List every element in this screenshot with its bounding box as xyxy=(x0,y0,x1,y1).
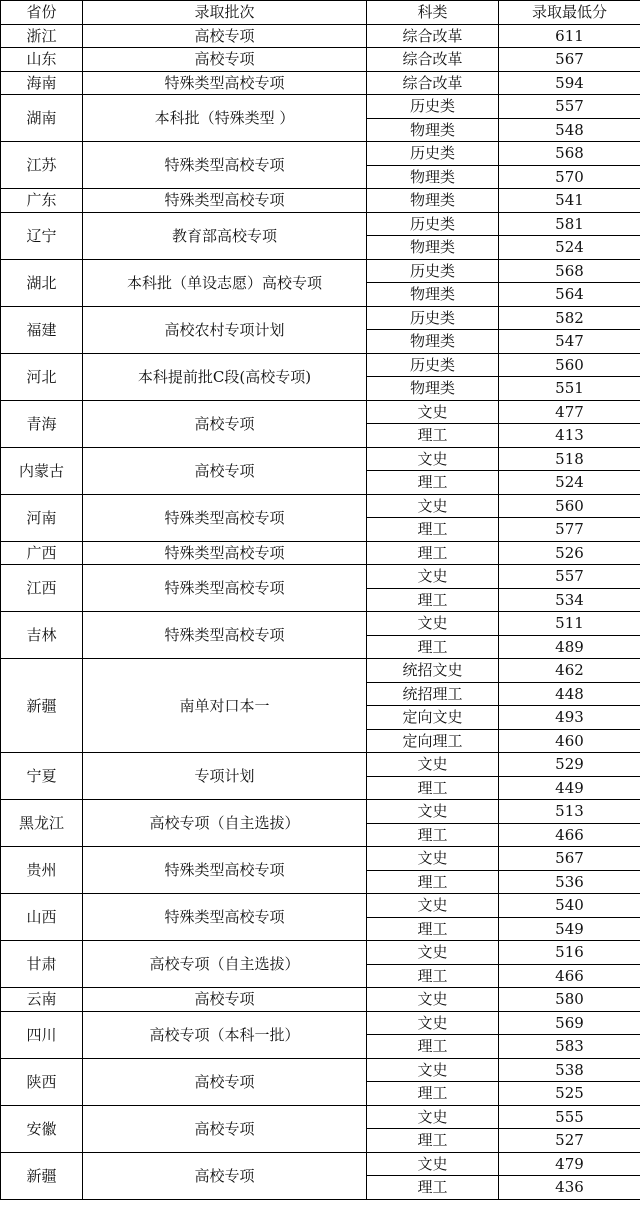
table-row xyxy=(1,612,640,636)
score-cell: 466 xyxy=(499,964,640,988)
score-cell: 583 xyxy=(499,1035,640,1059)
score-cell: 518 xyxy=(499,447,640,471)
header-row xyxy=(1,1,640,25)
category-cell: 历史类 xyxy=(367,142,499,166)
header-category: 科类 xyxy=(367,1,499,25)
category-cell: 文史 xyxy=(367,941,499,965)
province-cell: 广西 xyxy=(1,541,83,565)
category-cell: 文史 xyxy=(367,800,499,824)
category-cell: 物理类 xyxy=(367,236,499,260)
province-cell: 河南 xyxy=(1,494,83,541)
category-cell: 理工 xyxy=(367,964,499,988)
province-cell: 海南 xyxy=(1,71,83,95)
category-cell: 物理类 xyxy=(367,165,499,189)
score-cell: 582 xyxy=(499,306,640,330)
category-cell: 理工 xyxy=(367,823,499,847)
batch-cell: 特殊类型高校专项 xyxy=(83,71,367,95)
province-cell: 山西 xyxy=(1,894,83,941)
score-cell: 569 xyxy=(499,1011,640,1035)
category-cell: 理工 xyxy=(367,870,499,894)
score-cell: 436 xyxy=(499,1176,640,1200)
score-cell: 460 xyxy=(499,729,640,753)
province-cell: 福建 xyxy=(1,306,83,353)
score-cell: 549 xyxy=(499,917,640,941)
category-cell: 理工 xyxy=(367,1176,499,1200)
category-cell: 文史 xyxy=(367,1105,499,1129)
score-cell: 489 xyxy=(499,635,640,659)
table-row xyxy=(1,1058,640,1082)
category-cell: 理工 xyxy=(367,1129,499,1153)
category-cell: 文史 xyxy=(367,494,499,518)
table-row xyxy=(1,306,640,330)
score-cell: 534 xyxy=(499,588,640,612)
province-cell: 河北 xyxy=(1,353,83,400)
batch-cell: 特殊类型高校专项 xyxy=(83,847,367,894)
table-row xyxy=(1,400,640,424)
category-cell: 理工 xyxy=(367,917,499,941)
table-row xyxy=(1,212,640,236)
table-row xyxy=(1,941,640,965)
province-cell: 宁夏 xyxy=(1,753,83,800)
province-cell: 甘肃 xyxy=(1,941,83,988)
category-cell: 文史 xyxy=(367,894,499,918)
category-cell: 理工 xyxy=(367,471,499,495)
table-row xyxy=(1,48,640,72)
category-cell: 物理类 xyxy=(367,189,499,213)
score-cell: 547 xyxy=(499,330,640,354)
province-cell: 江苏 xyxy=(1,142,83,189)
category-cell: 统招理工 xyxy=(367,682,499,706)
score-cell: 479 xyxy=(499,1152,640,1176)
category-cell: 文史 xyxy=(367,988,499,1012)
score-cell: 477 xyxy=(499,400,640,424)
batch-cell: 特殊类型高校专项 xyxy=(83,612,367,659)
score-cell: 527 xyxy=(499,1129,640,1153)
score-cell: 557 xyxy=(499,95,640,119)
score-cell: 524 xyxy=(499,236,640,260)
score-cell: 594 xyxy=(499,71,640,95)
category-cell: 物理类 xyxy=(367,377,499,401)
category-cell: 文史 xyxy=(367,400,499,424)
table-row xyxy=(1,189,640,213)
province-cell: 新疆 xyxy=(1,659,83,753)
province-cell: 吉林 xyxy=(1,612,83,659)
score-cell: 557 xyxy=(499,565,640,589)
batch-cell: 高校专项 xyxy=(83,48,367,72)
score-cell: 570 xyxy=(499,165,640,189)
score-cell: 449 xyxy=(499,776,640,800)
category-cell: 文史 xyxy=(367,1152,499,1176)
category-cell: 历史类 xyxy=(367,259,499,283)
table-row xyxy=(1,541,640,565)
province-cell: 江西 xyxy=(1,565,83,612)
category-cell: 文史 xyxy=(367,1058,499,1082)
batch-cell: 特殊类型高校专项 xyxy=(83,494,367,541)
category-cell: 历史类 xyxy=(367,306,499,330)
category-cell: 历史类 xyxy=(367,212,499,236)
score-cell: 581 xyxy=(499,212,640,236)
batch-cell: 本科批（特殊类型 ） xyxy=(83,95,367,142)
category-cell: 综合改革 xyxy=(367,24,499,48)
score-cell: 493 xyxy=(499,706,640,730)
category-cell: 文史 xyxy=(367,753,499,777)
score-cell: 513 xyxy=(499,800,640,824)
province-cell: 青海 xyxy=(1,400,83,447)
category-cell: 文史 xyxy=(367,612,499,636)
table-row xyxy=(1,494,640,518)
score-cell: 577 xyxy=(499,518,640,542)
category-cell: 文史 xyxy=(367,565,499,589)
score-cell: 560 xyxy=(499,353,640,377)
score-cell: 555 xyxy=(499,1105,640,1129)
score-cell: 525 xyxy=(499,1082,640,1106)
score-cell: 551 xyxy=(499,377,640,401)
category-cell: 物理类 xyxy=(367,283,499,307)
table-row xyxy=(1,95,640,119)
batch-cell: 高校专项 xyxy=(83,24,367,48)
category-cell: 理工 xyxy=(367,588,499,612)
category-cell: 理工 xyxy=(367,776,499,800)
batch-cell: 高校专项（自主选拔） xyxy=(83,941,367,988)
batch-cell: 特殊类型高校专项 xyxy=(83,142,367,189)
batch-cell: 高校农村专项计划 xyxy=(83,306,367,353)
batch-cell: 高校专项 xyxy=(83,988,367,1012)
table-row xyxy=(1,24,640,48)
category-cell: 定向理工 xyxy=(367,729,499,753)
batch-cell: 本科批（单设志愿）高校专项 xyxy=(83,259,367,306)
table-row xyxy=(1,988,640,1012)
batch-cell: 特殊类型高校专项 xyxy=(83,894,367,941)
category-cell: 理工 xyxy=(367,424,499,448)
province-cell: 新疆 xyxy=(1,1152,83,1199)
score-cell: 526 xyxy=(499,541,640,565)
category-cell: 理工 xyxy=(367,541,499,565)
province-cell: 云南 xyxy=(1,988,83,1012)
score-cell: 567 xyxy=(499,847,640,871)
table-row xyxy=(1,353,640,377)
score-cell: 580 xyxy=(499,988,640,1012)
province-cell: 内蒙古 xyxy=(1,447,83,494)
province-cell: 山东 xyxy=(1,48,83,72)
category-cell: 文史 xyxy=(367,847,499,871)
table-row xyxy=(1,142,640,166)
batch-cell: 高校专项（自主选拔） xyxy=(83,800,367,847)
score-cell: 540 xyxy=(499,894,640,918)
province-cell: 四川 xyxy=(1,1011,83,1058)
category-cell: 综合改革 xyxy=(367,71,499,95)
batch-cell: 高校专项（本科一批） xyxy=(83,1011,367,1058)
batch-cell: 南单对口本一 xyxy=(83,659,367,753)
score-cell: 448 xyxy=(499,682,640,706)
province-cell: 陕西 xyxy=(1,1058,83,1105)
batch-cell: 特殊类型高校专项 xyxy=(83,189,367,213)
batch-cell: 高校专项 xyxy=(83,1105,367,1152)
score-cell: 538 xyxy=(499,1058,640,1082)
category-cell: 理工 xyxy=(367,518,499,542)
province-cell: 贵州 xyxy=(1,847,83,894)
batch-cell: 本科提前批C段(高校专项) xyxy=(83,353,367,400)
table-row xyxy=(1,259,640,283)
province-cell: 湖南 xyxy=(1,95,83,142)
score-cell: 529 xyxy=(499,753,640,777)
category-cell: 理工 xyxy=(367,1035,499,1059)
score-cell: 560 xyxy=(499,494,640,518)
table-row xyxy=(1,847,640,871)
batch-cell: 教育部高校专项 xyxy=(83,212,367,259)
header-batch: 录取批次 xyxy=(83,1,367,25)
score-cell: 524 xyxy=(499,471,640,495)
table-row xyxy=(1,1011,640,1035)
table-row xyxy=(1,1105,640,1129)
table-row xyxy=(1,71,640,95)
province-cell: 浙江 xyxy=(1,24,83,48)
score-cell: 413 xyxy=(499,424,640,448)
score-cell: 568 xyxy=(499,259,640,283)
score-cell: 611 xyxy=(499,24,640,48)
table-row xyxy=(1,447,640,471)
category-cell: 历史类 xyxy=(367,353,499,377)
province-cell: 广东 xyxy=(1,189,83,213)
table-row xyxy=(1,753,640,777)
batch-cell: 高校专项 xyxy=(83,400,367,447)
score-cell: 516 xyxy=(499,941,640,965)
score-cell: 568 xyxy=(499,142,640,166)
province-cell: 黑龙江 xyxy=(1,800,83,847)
batch-cell: 特殊类型高校专项 xyxy=(83,565,367,612)
category-cell: 物理类 xyxy=(367,118,499,142)
header-min-score: 录取最低分 xyxy=(499,1,640,25)
score-cell: 567 xyxy=(499,48,640,72)
table-row xyxy=(1,894,640,918)
batch-cell: 高校专项 xyxy=(83,447,367,494)
score-cell: 541 xyxy=(499,189,640,213)
category-cell: 历史类 xyxy=(367,95,499,119)
province-cell: 湖北 xyxy=(1,259,83,306)
score-cell: 548 xyxy=(499,118,640,142)
header-province: 省份 xyxy=(1,1,83,25)
province-cell: 安徽 xyxy=(1,1105,83,1152)
category-cell: 理工 xyxy=(367,1082,499,1106)
province-cell: 辽宁 xyxy=(1,212,83,259)
table-row xyxy=(1,800,640,824)
category-cell: 理工 xyxy=(367,635,499,659)
score-cell: 466 xyxy=(499,823,640,847)
category-cell: 综合改革 xyxy=(367,48,499,72)
score-cell: 564 xyxy=(499,283,640,307)
category-cell: 物理类 xyxy=(367,330,499,354)
batch-cell: 特殊类型高校专项 xyxy=(83,541,367,565)
score-cell: 511 xyxy=(499,612,640,636)
category-cell: 文史 xyxy=(367,447,499,471)
score-cell: 536 xyxy=(499,870,640,894)
table-row xyxy=(1,659,640,683)
batch-cell: 专项计划 xyxy=(83,753,367,800)
batch-cell: 高校专项 xyxy=(83,1152,367,1199)
category-cell: 定向文史 xyxy=(367,706,499,730)
table-body xyxy=(1,24,640,1199)
table-row xyxy=(1,565,640,589)
category-cell: 文史 xyxy=(367,1011,499,1035)
score-cell: 462 xyxy=(499,659,640,683)
category-cell: 统招文史 xyxy=(367,659,499,683)
table-row xyxy=(1,1152,640,1176)
batch-cell: 高校专项 xyxy=(83,1058,367,1105)
